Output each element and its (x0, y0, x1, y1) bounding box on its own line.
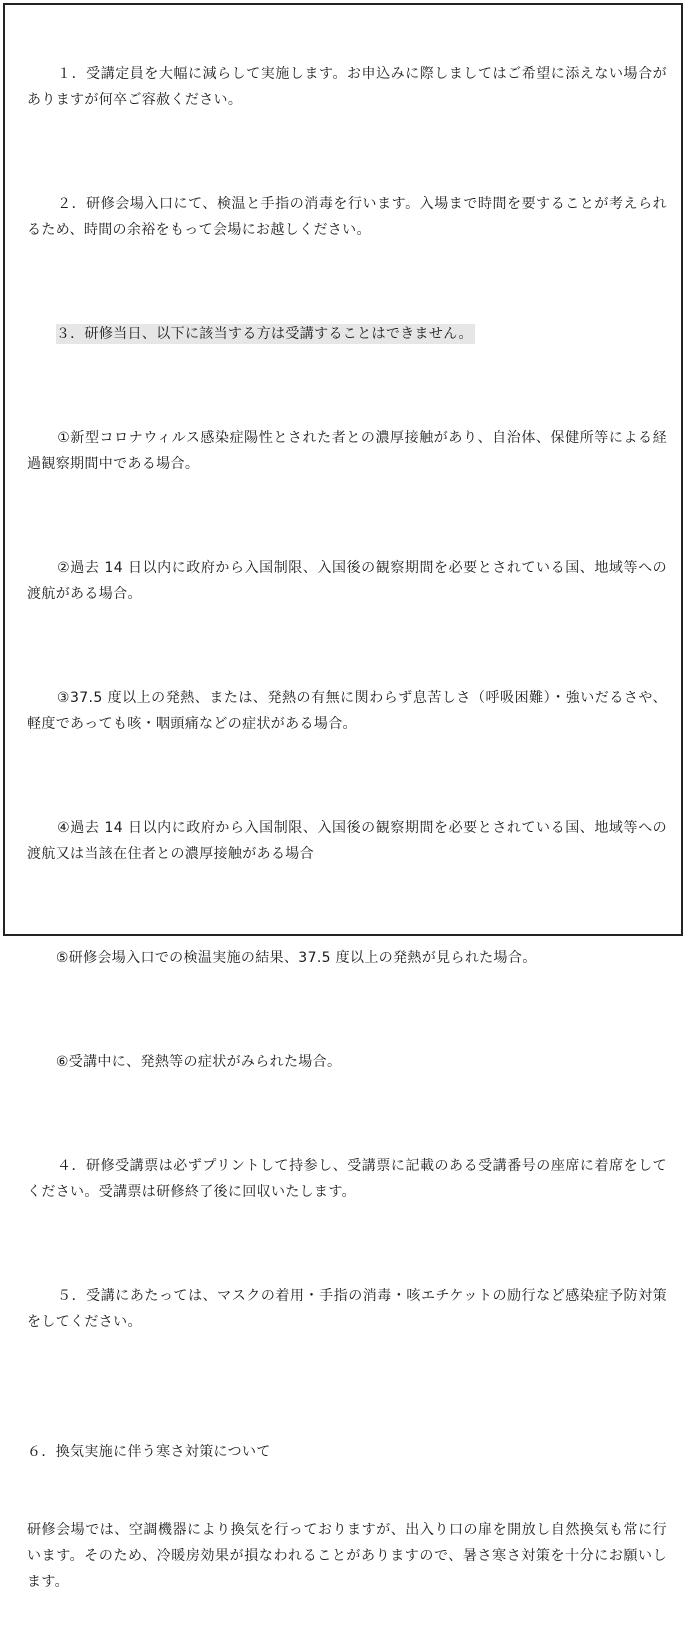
condition-1-text: ①新型コロナウィルス感染症陽性とされた者との濃厚接触があり、自治体、保健所等による経過観察期間中である場合。 (27, 430, 667, 472)
notice-item-1 (27, 35, 667, 139)
notice-item-1-text: １．受講定員を大幅に減らして実施します。お申込みに際しましてはご希望に添えない場合がありますが何卒ご容赦ください。 (27, 66, 667, 108)
condition-2 (27, 529, 667, 633)
notice-frame (3, 3, 683, 1590)
condition-6-text: ⑥受講中に、発熱等の症状がみられた場合。 (55, 1054, 342, 1070)
notice-item-4-text: ４．研修受講票は必ずプリントして持参し、受講票に記載のある受講番号の座席に着席をしてください。受講票は研修終了後に回収いたします。 (27, 1158, 667, 1200)
condition-5-text: ⑤研修会場入口での検温実施の結果、37.5 度以上の発熱が見られた場合。 (55, 950, 537, 966)
notice-item-5-text: ５．受講にあたっては、マスクの着用・手指の消毒・咳エチケットの励行など感染症予防対策をしてください。 (27, 1288, 667, 1330)
notice-item-3 (27, 295, 667, 373)
notice-item-2-text: ２．研修会場入口にて、検温と手指の消毒を行います。入場まで時間を要することが考えられるため、時間の余裕をもって会場にお越しください。 (27, 196, 667, 238)
condition-6 (27, 1023, 667, 1101)
condition-4-text: ④過去 14 日以内に政府から入国制限、入国後の観察期間を必要とされている国、地域等への渡航又は当該在住者との濃厚接触がある場合 (27, 820, 667, 862)
notice-item-4 (27, 1127, 667, 1231)
notice-item-6 (27, 1387, 667, 1647)
notice-content (27, 35, 667, 1647)
notice-item-5 (27, 1257, 667, 1361)
condition-1 (27, 399, 667, 503)
condition-5 (27, 919, 667, 997)
condition-2-text: ②過去 14 日以内に政府から入国制限、入国後の観察期間を必要とされている国、地域等への渡航がある場合。 (27, 560, 667, 602)
notice-item-2 (27, 165, 667, 269)
notice-item-6-body: 研修会場では、空調機器により換気を行っておりますが、出入り口の扉を開放し自然換気も常に行います。そのため、冷暖房効果が損なわれることがありますので、暑さ寒さ対策を十分にお願いします。 (27, 1522, 667, 1590)
notice-item-3-text: ３．研修当日、以下に該当する方は受講することはできません。 (55, 326, 473, 342)
condition-3 (27, 659, 667, 763)
condition-3-text: ③37.5 度以上の発熱、または、発熱の有無に関わらず息苦しさ（呼吸困難）・強いだるさや、軽度であっても咳・咽頭痛などの症状がある場合。 (27, 690, 667, 732)
condition-4 (27, 789, 667, 893)
notice-item-6-heading: ６．換気実施に伴う寒さ対策について (27, 1444, 271, 1460)
